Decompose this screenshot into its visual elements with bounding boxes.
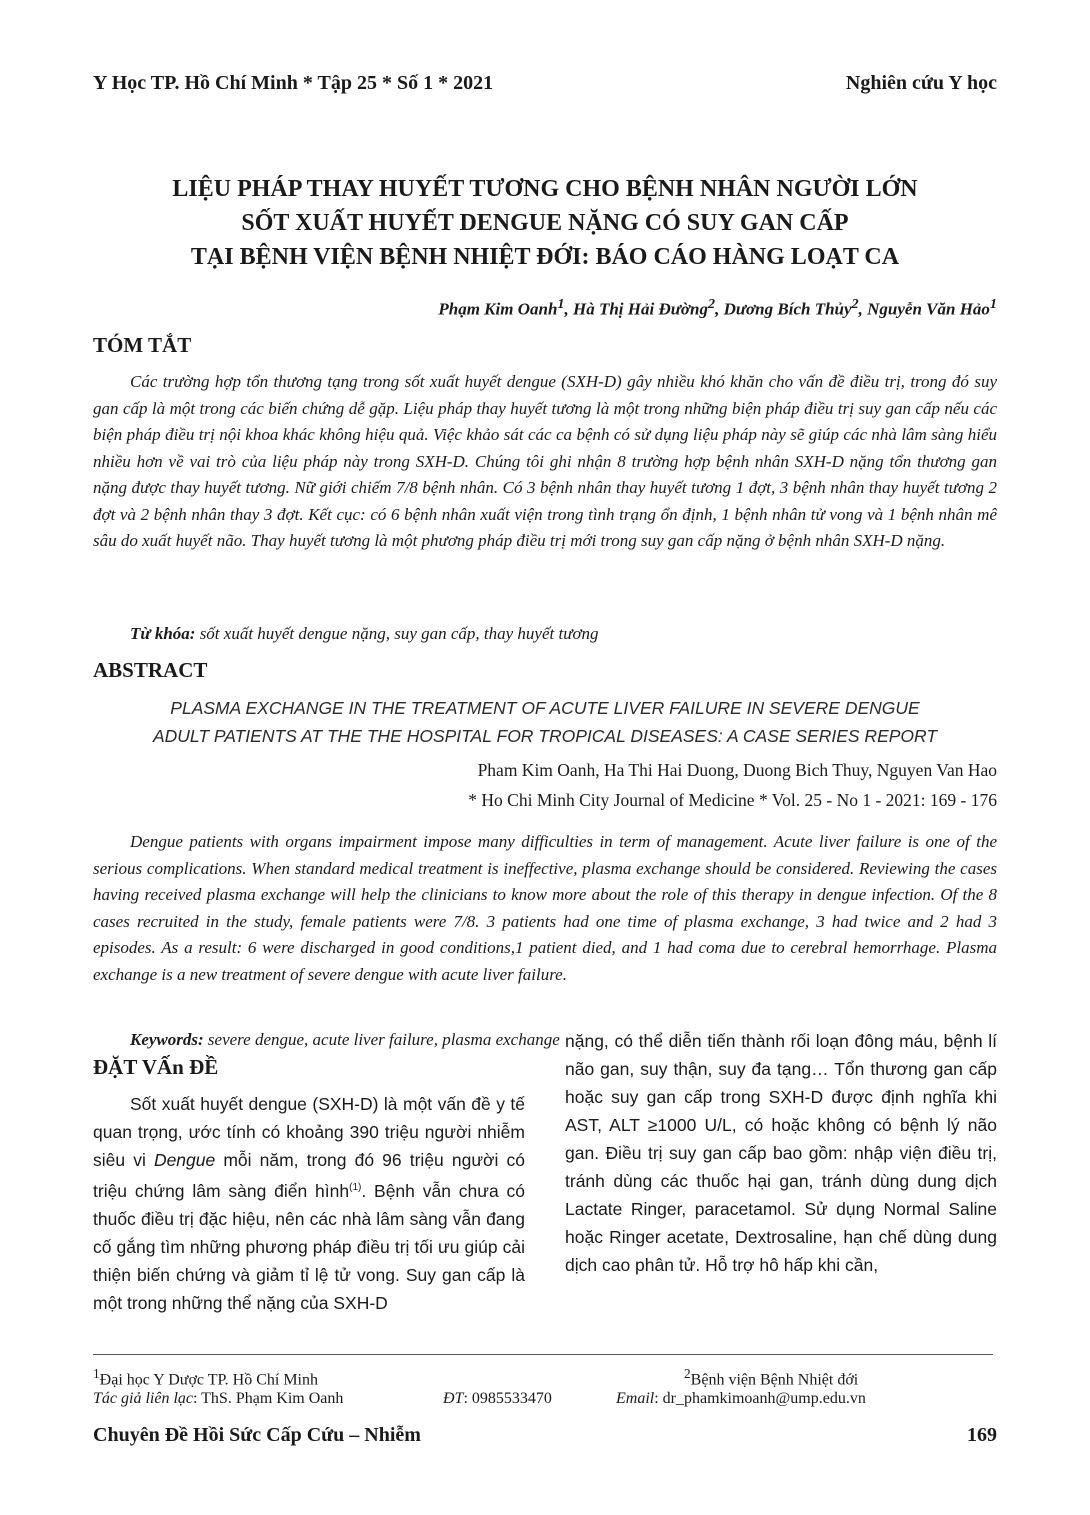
- affiliation-1-text: Đại học Y Dược TP. Hồ Chí Minh: [99, 1371, 318, 1389]
- journal-header: Y Học TP. Hồ Chí Minh * Tập 25 * Số 1 * 2021: [93, 72, 494, 94]
- affiliation-2-marker: 2: [684, 1366, 691, 1381]
- keywords-label: Từ khóa:: [130, 624, 196, 643]
- author-2: Hà Thị Hải Đường: [572, 299, 709, 319]
- keywords-value-en: severe dengue, acute liver failure, plasma exchange: [207, 1030, 560, 1049]
- author-3: Dương Bích Thủy: [723, 299, 852, 319]
- phone-label: ĐT: [443, 1390, 464, 1407]
- contact-label: Tác giả liên lạc: [93, 1390, 193, 1407]
- keywords-value: sốt xuất huyết dengue nặng, suy gan cấp, thay huyết tương: [199, 624, 599, 643]
- email[interactable]: [616, 1390, 866, 1408]
- abstract-heading: ABSTRACT: [93, 658, 208, 682]
- reference-marker: (1): [349, 1182, 362, 1193]
- affiliation-2-text: Bệnh viện Bệnh Nhiệt đới: [690, 1371, 859, 1389]
- section-label: Nghiên cứu Y học: [845, 72, 997, 94]
- author-4-affiliation: 1: [989, 296, 997, 312]
- body-column-left: [93, 1090, 525, 1317]
- page-number: 169: [967, 1424, 997, 1446]
- abstract-text: Dengue patients with organs impairment impose many difficulties in term of management. Acute liver failure is one of the serious complications. When standard medical treatment is ineffective, plasma exchange should be considered. Reviewing the cases having received plasma exchange will help the clinicians to know more about the role of this therapy in dengue infection. Of the 8 cases recruited in the study, female patients were 7/8. 3 patients had one time of plasma exchange, 3 had twice and 2 had 3 episodes. As a result: 6 were discharged in good conditions,1 patient died, and 1 had coma due to cerebral hemorrhage. Plasma exchange is a new treatment of severe dengue with acute liver failure.: [93, 832, 997, 984]
- article-title: [93, 172, 997, 274]
- body-text: Sốt xuất huyết dengue (SXH-D) là một vấn đề y tế quan trọng, ước tính có khoảng 390 triệu người nhiễm siêu vi: [93, 1094, 525, 1170]
- body-text: . Bệnh vẫn chưa có thuốc điều trị đặc hiệu, nên các nhà lâm sàng vẫn đang cố gắng tìm những phương pháp điều trị tối ưu giúp cải thiện biến chứng và giảm tỉ lệ tử vong. Suy gan cấp là một trong những thể nặng của SXH-D: [93, 1180, 525, 1313]
- affiliation-1-marker: 1: [93, 1366, 100, 1381]
- corresponding-author: [93, 1390, 343, 1408]
- summary-text: Các trường hợp tổn thương tạng trong sốt xuất huyết dengue (SXH-D) gây nhiều khó khăn cho vấn đề điều trị, trong đó suy gan cấp là một trong các biến chứng dễ gặp. Liệu pháp thay huyết tương là một trong những biện pháp điều trị suy gan cấp nếu các biện pháp điều trị nội khoa khác không hiệu quả. Việc khảo sát các ca bệnh có sử dụng liệu pháp này sẽ giúp các nhà lâm sàng hiểu nhiều hơn về vai trò của liệu pháp này trong SXH-D. Chúng tôi ghi nhận 8 trường hợp bệnh nhân SXH-D nặng tổn thương gan nặng được thay huyết tương. Nữ giới chiếm 7/8 bệnh nhân. Có 3 bệnh nhân thay huyết tương 1 đợt, 3 bệnh nhân thay huyết tương 2 đợt và 2 bệnh nhân thay 3 đợt. Kết cục: có 6 bệnh nhân xuất viện trong tình trạng ổn định, 1 bệnh nhân tử vong và 1 bệnh nhân mê sâu do xuất huyết não. Thay huyết tương là một phương pháp điều trị mới trong suy gan cấp nặng ở bệnh nhân SXH-D nặng.: [93, 372, 997, 550]
- email-label: Email: [616, 1390, 655, 1407]
- keywords-label-en: Keywords:: [130, 1030, 204, 1049]
- author-3-affiliation: 2: [851, 296, 859, 312]
- author-1: Phạm Kim Oanh: [438, 299, 558, 319]
- affiliation-2: [684, 1366, 858, 1389]
- author-4: Nguyễn Văn Hảo: [867, 299, 990, 319]
- abstract-keywords: [130, 1030, 560, 1050]
- body-text: mỗi năm, trong đó 96 triệu người có triệu chứng lâm sàng điển hình: [93, 1150, 526, 1201]
- phone: [443, 1390, 552, 1408]
- email-address[interactable]: : dr_phamkimoanh@ump.edu.vn: [654, 1390, 866, 1407]
- introduction-heading: ĐẶT VẤn ĐỀ: [93, 1055, 219, 1079]
- citation: * Ho Chi Minh City Journal of Medicine * Vol. 25 - No 1 - 2021: 169 - 176: [468, 790, 997, 810]
- author-2-affiliation: 2: [708, 296, 716, 312]
- author-list: Phạm Kim Oanh$^1$, Hà Thị Hải Đường$^2$, Dương Bích Thủy$^2$, Nguyễn Văn Hảo$^1$: [438, 296, 997, 319]
- affiliation-1: [93, 1366, 318, 1389]
- english-title-line-1: PLASMA EXCHANGE IN THE TREATMENT OF ACUTE LIVER FAILURE IN SEVERE DENGUE: [170, 698, 920, 718]
- english-title-line-2: ADULT PATIENTS AT THE THE HOSPITAL FOR TROPICAL DISEASES: A CASE SERIES REPORT: [152, 726, 938, 746]
- footnote-divider: [93, 1354, 993, 1355]
- summary-heading: TÓM TẮT: [93, 333, 192, 357]
- body-column-right: nặng, có thể diễn tiến thành rối loạn đông máu, bệnh lí não gan, suy thận, suy đa tạng… Tổn thương gan cấp hoặc suy gan cấp trong SXH-D được định nghĩa khi AST, ALT ≥1000 U/L, có hoặc không có bệnh lý não gan. Điều trị suy gan cấp bao gồm: nhập viện điều trị, tránh dùng các thuốc hại gan, tránh dùng dung dịch Lactate Ringer, paracetamol. Sử dụng Normal Saline hoặc Ringer acetate, Dextrosaline, hạn chế dùng dung dịch cao phân tử. Hỗ trợ hô hấp khi cần,: [565, 1031, 997, 1275]
- title-line-2: SỐT XUẤT HUYẾT DENGUE NẶNG CÓ SUY GAN CẤP: [241, 210, 849, 236]
- issue-topic: Chuyên Đề Hồi Sức Cấp Cứu – Nhiễm: [93, 1424, 421, 1446]
- english-title: [93, 694, 997, 750]
- title-line-1: LIỆU PHÁP THAY HUYẾT TƯƠNG CHO BỆNH NHÂN NGƯỜI LỚN: [172, 176, 918, 202]
- body-italic-term: Dengue: [153, 1150, 216, 1170]
- summary-keywords: [130, 624, 599, 644]
- phone-number: : 0985533470: [463, 1390, 552, 1407]
- title-line-3: TẠI BỆNH VIỆN BỆNH NHIỆT ĐỚI: BÁO CÁO HÀNG LOẠT CA: [190, 244, 900, 270]
- contact-name: : ThS. Phạm Kim Oanh: [192, 1390, 344, 1407]
- author-1-affiliation: 1: [557, 296, 565, 312]
- english-authors: Pham Kim Oanh, Ha Thi Hai Duong, Duong Bich Thuy, Nguyen Van Hao: [477, 760, 997, 780]
